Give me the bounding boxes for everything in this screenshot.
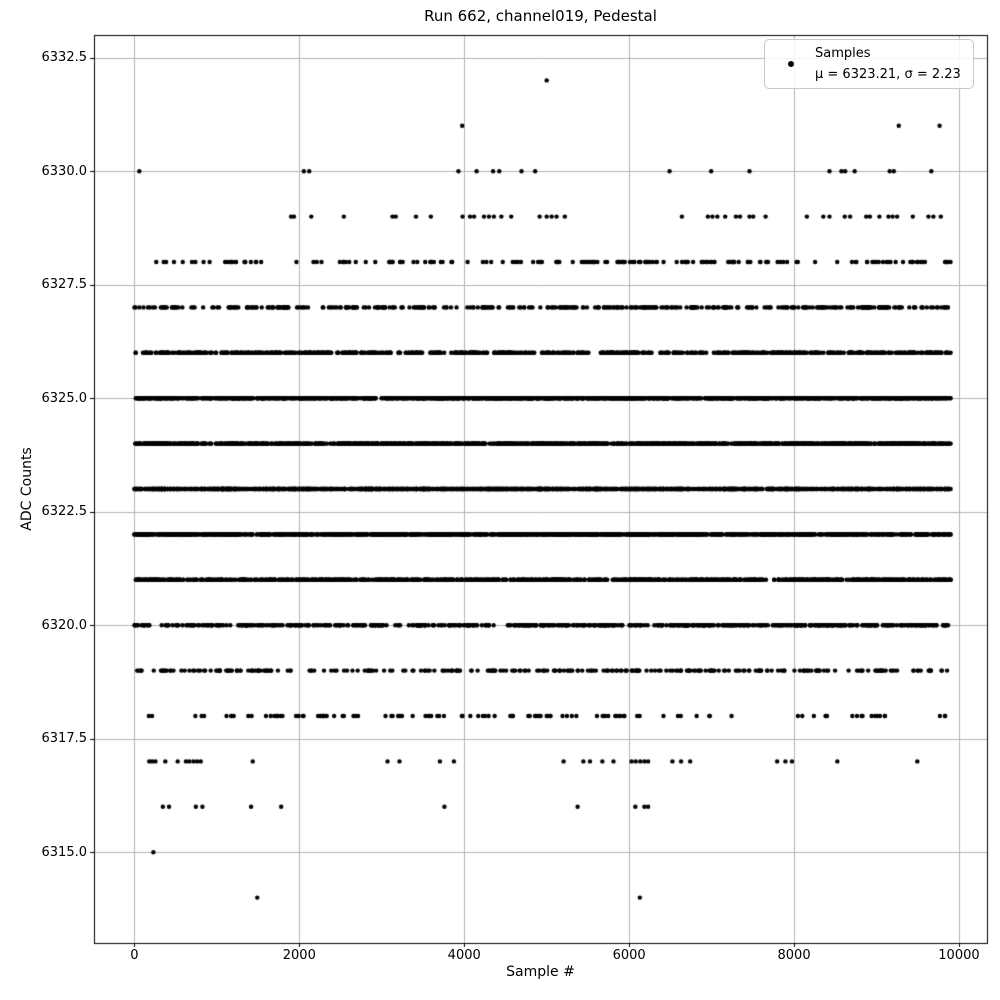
- legend-entry-label: Samples: [815, 46, 871, 61]
- y-axis-label: ADC Counts: [19, 447, 35, 531]
- x-axis-label: Sample #: [506, 964, 575, 980]
- x-tick-label: 8000: [777, 948, 811, 963]
- y-tick-label: 6315.0: [41, 844, 87, 860]
- y-tick-label: 6325.0: [41, 390, 87, 406]
- x-tick-label: 10000: [938, 948, 980, 963]
- x-tick-label: 4000: [447, 948, 481, 963]
- legend-stats-label: μ = 6323.21, σ = 2.23: [815, 67, 961, 82]
- y-tick-label: 6332.5: [41, 50, 87, 66]
- y-tick-label: 6322.5: [41, 504, 87, 520]
- x-tick-label: 6000: [612, 948, 646, 963]
- x-tick-label: 2000: [282, 948, 316, 963]
- y-tick-label: 6317.5: [41, 731, 87, 747]
- y-tick-label: 6327.5: [41, 277, 87, 293]
- y-tick-label: 6320.0: [41, 617, 87, 633]
- legend-text: [815, 43, 961, 85]
- legend-sample-marker-icon: [788, 61, 794, 67]
- y-tick-label: 6330.0: [41, 163, 87, 179]
- chart-title: Run 662, channel019, Pedestal: [424, 7, 657, 25]
- x-tick-label: 0: [130, 948, 139, 963]
- legend: [764, 39, 974, 89]
